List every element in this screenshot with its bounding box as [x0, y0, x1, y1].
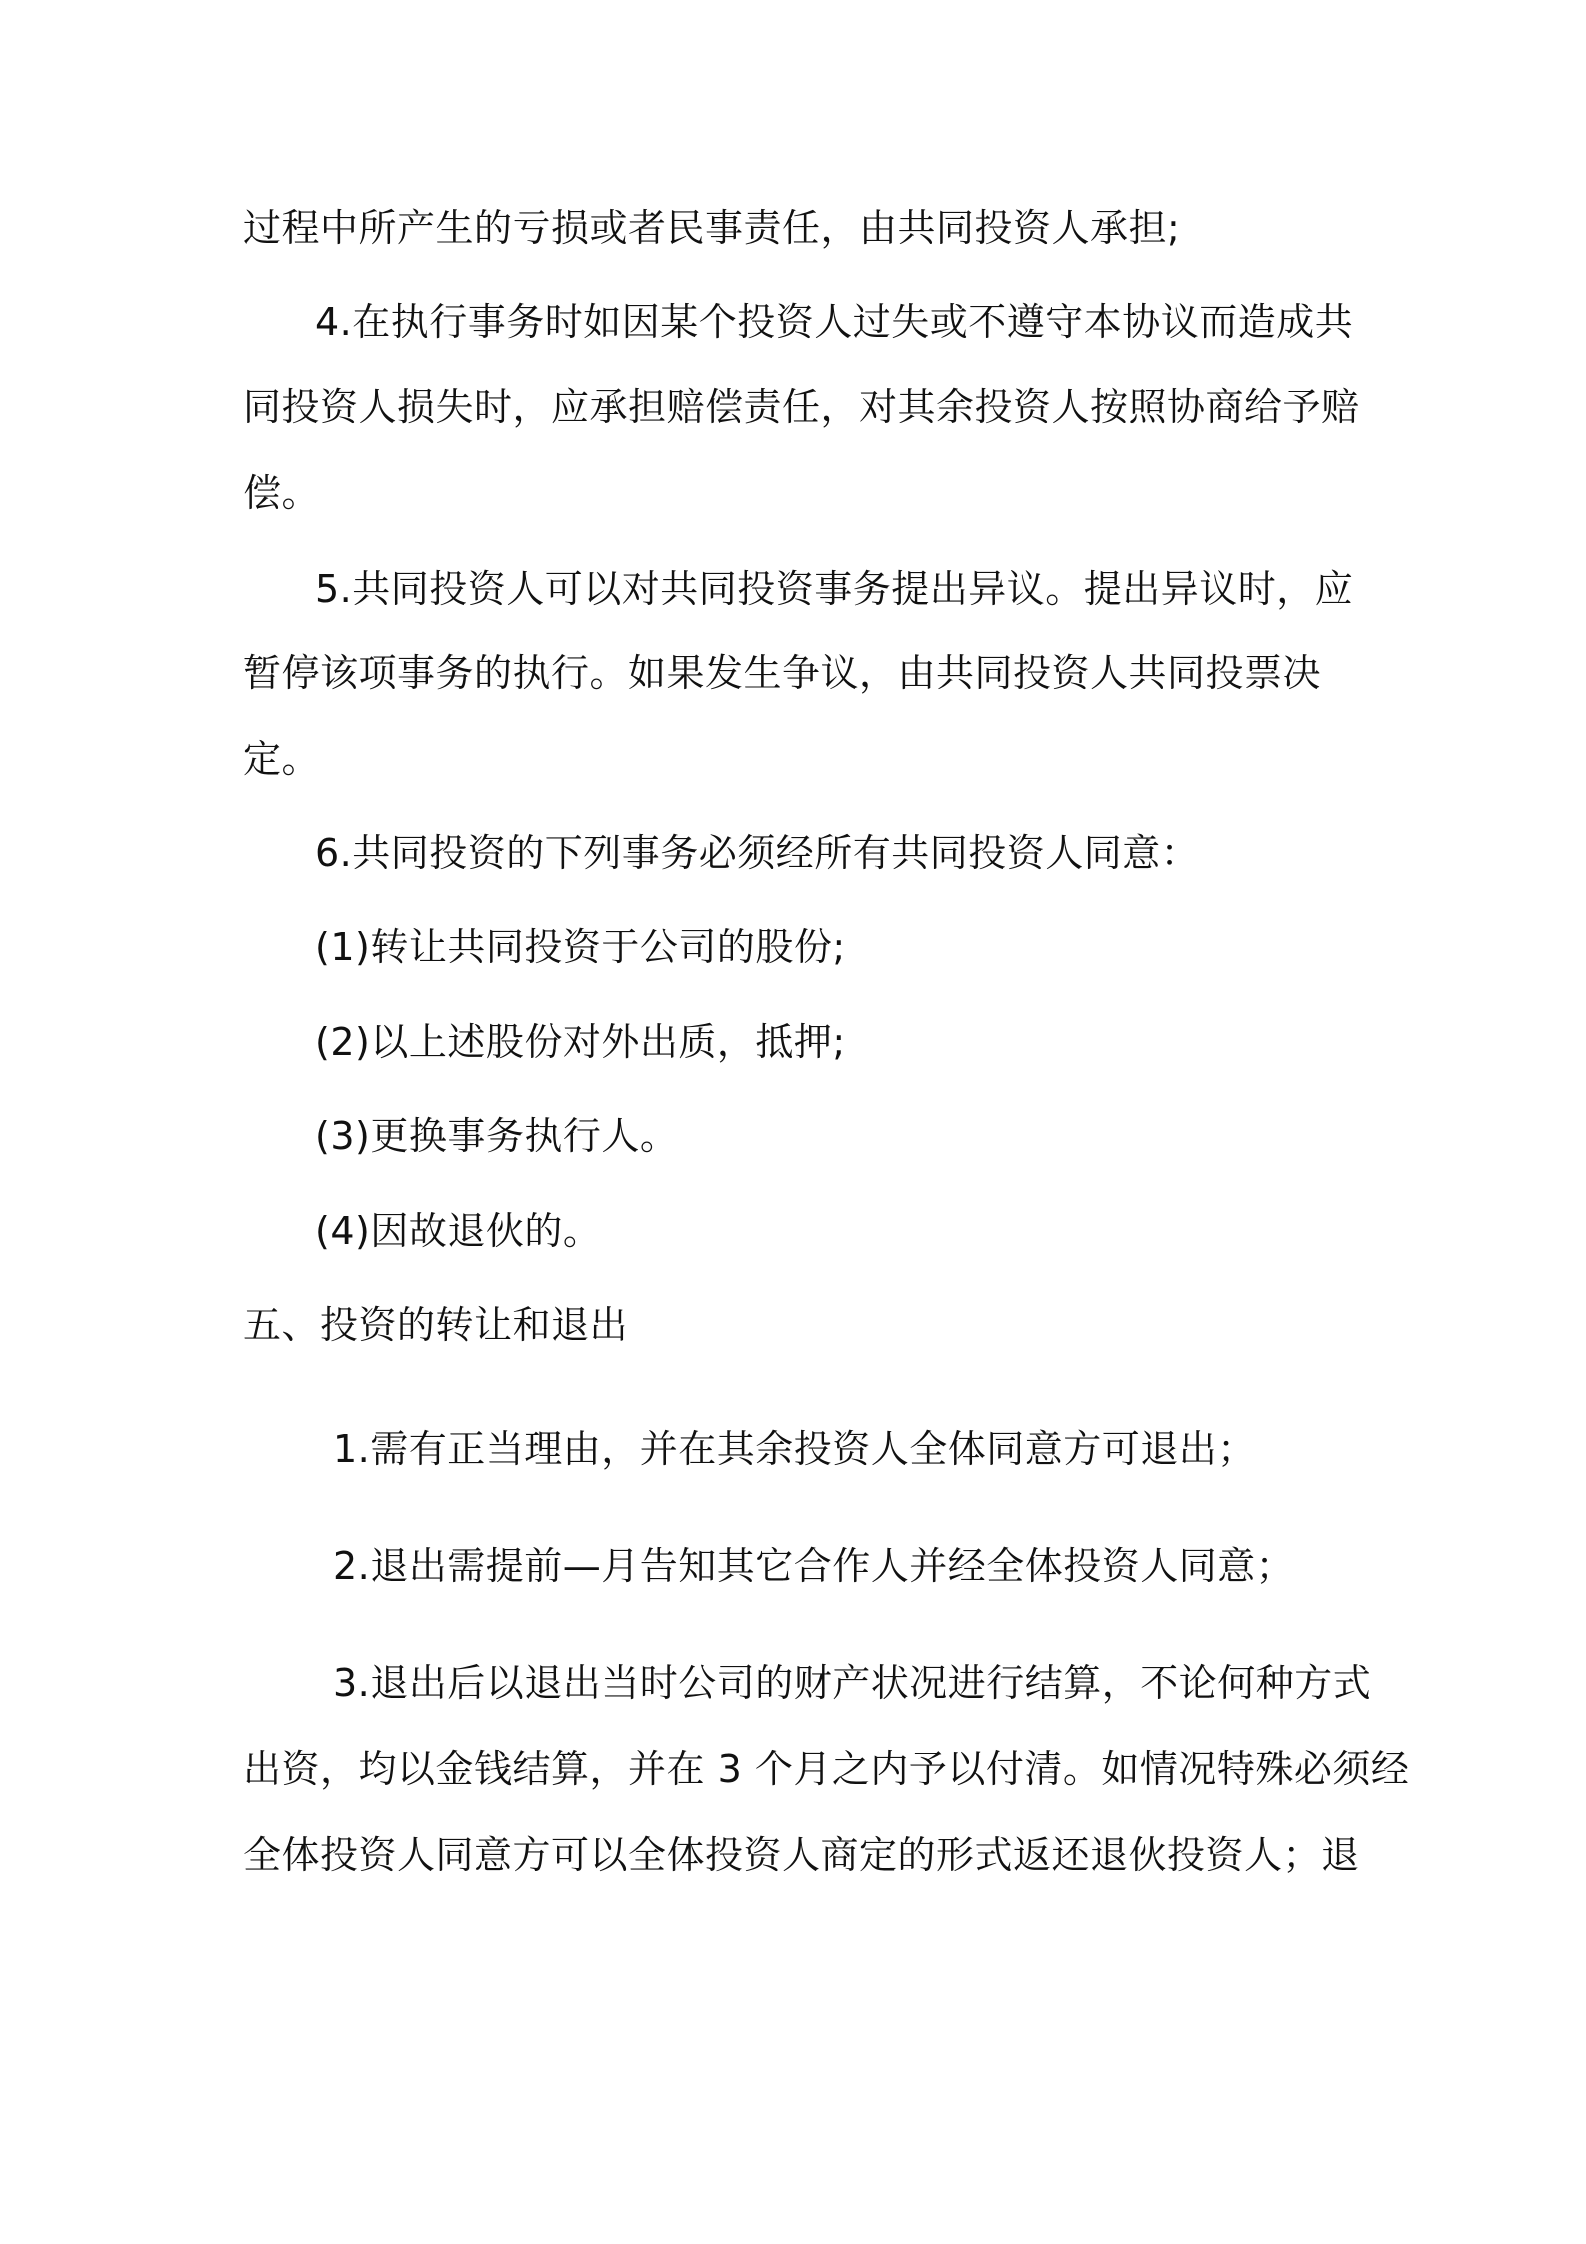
list-item: (4)因故退伙的。 — [315, 1209, 602, 1253]
list-item: (1)转让共同投资于公司的股份; — [315, 925, 846, 969]
text-line: 偿。 — [243, 471, 321, 515]
clause-5-line: 5.共同投资人可以对共同投资事务提出异议。提出异议时，应 — [315, 567, 1354, 611]
text-line: 暂停该项事务的执行。如果发生争议，由共同投资人共同投票决 — [243, 651, 1322, 695]
clause-4-line: 4.在执行事务时如因某个投资人过失或不遵守本协议而造成共 — [315, 300, 1354, 344]
exit-clause-3-line: 3.退出后以退出当时公司的财产状况进行结算，不论何种方式 — [333, 1661, 1372, 1705]
text-line: 全体投资人同意方可以全体投资人商定的形式返还退伙投资人；退 — [243, 1833, 1360, 1877]
text-line: 过程中所产生的亏损或者民事责任，由共同投资人承担; — [243, 206, 1181, 250]
list-item: (3)更换事务执行人。 — [315, 1114, 679, 1158]
exit-clause-2-line: 2.退出需提前—月告知其它合作人并经全体投资人同意； — [333, 1544, 1295, 1588]
text-line: 定。 — [243, 737, 321, 781]
clause-6-line: 6.共同投资的下列事务必须经所有共同投资人同意： — [315, 831, 1200, 875]
section-heading: 五、投资的转让和退出 — [243, 1303, 629, 1347]
list-item: (2)以上述股份对外出质，抵押; — [315, 1020, 846, 1064]
exit-clause-1-line: 1.需有正当理由，并在其余投资人全体同意方可退出； — [333, 1427, 1256, 1471]
text-line: 出资，均以金钱结算，并在 3 个月之内予以付清。如情况特殊必须经 — [243, 1747, 1410, 1791]
text-line: 同投资人损失时，应承担赔偿责任，对其余投资人按照协商给予赔 — [243, 385, 1360, 429]
